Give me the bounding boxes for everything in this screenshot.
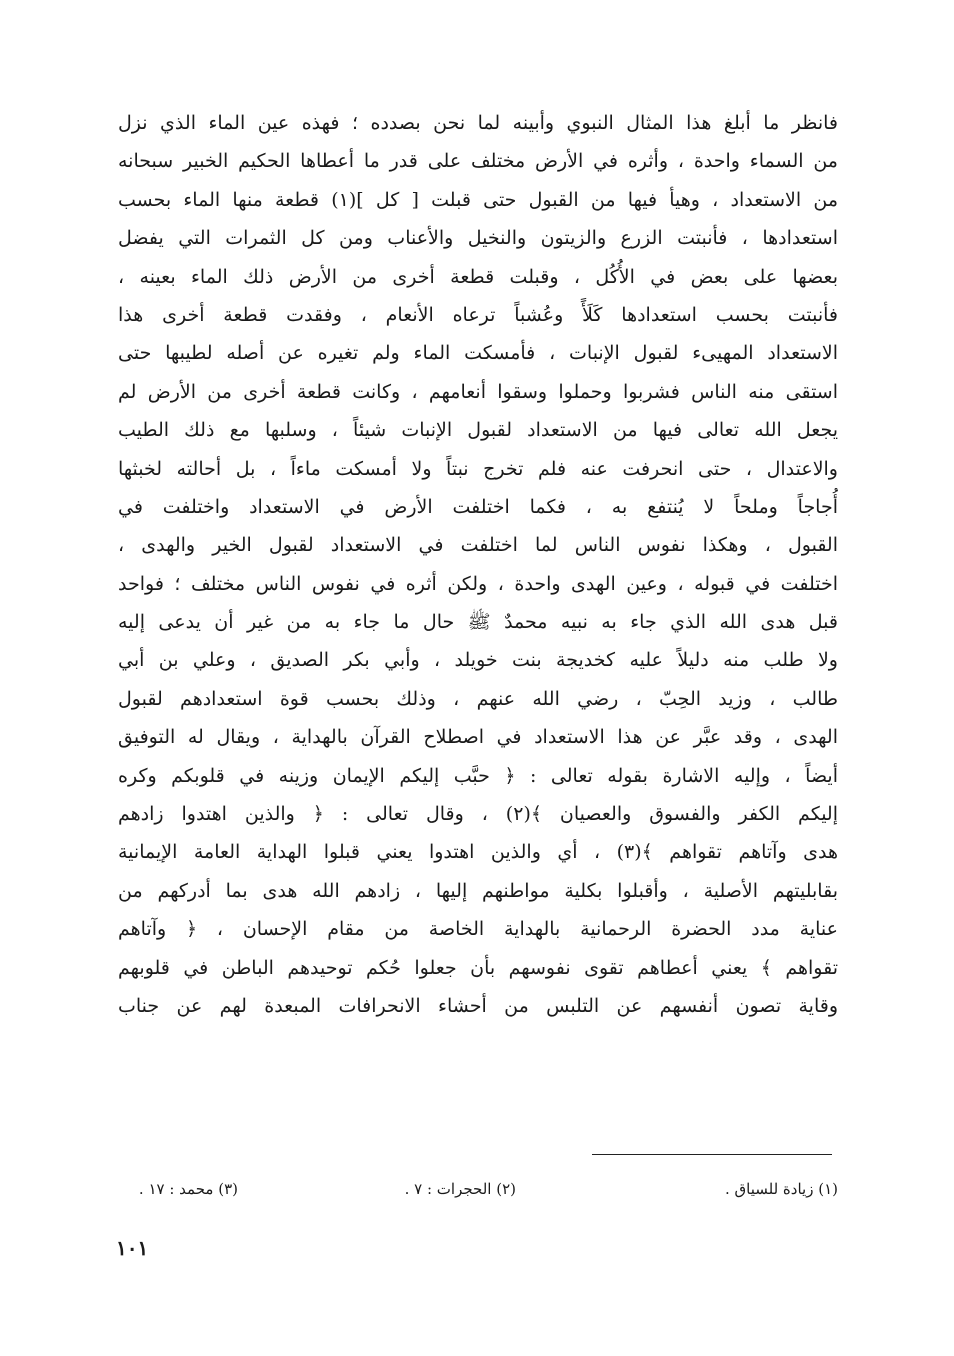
text-line: اختلفت في قبوله ، وعين الهدى واحدة ، ولكن أثره في نفوس الناس مختلف ؛ فواحد: [118, 572, 838, 595]
text-line: بقابليتهم الأصلية ، وأقبلوا بكلية مواطنهم إليها ، زادهم الله هدى بما أدركهم من: [118, 879, 838, 902]
text-line: ولا طلب منه دليلاً عليه كخديجة بنت خويلد ، وأبي بكر الصديق ، وعلي بن أبي: [118, 649, 838, 672]
footnote-1: (١) زيادة للسياق .: [724, 1180, 838, 1198]
footnote-2: (٢) الحجرات : ٧ .: [404, 1180, 516, 1198]
text-line: استقى منه الناس فشربوا وحملوا وسقوا أنعامهم ، وكانت قطعة أخرى من الأرض لم: [118, 380, 838, 403]
text-line: القبول ، وهكذا نفوس الناس لما اختلفت في الاستعداد لقبول الخير والهدى ،: [118, 534, 838, 557]
page-number: ١٠١: [116, 1236, 149, 1260]
text-line: فانظر ما أبلغ هذا المثال النبوي وأبينه لما نحن بصدده ؛ فهذه عين الماء الذي نزل: [118, 112, 838, 134]
text-line: الاستعداد المهيىء لقبول الإنبات ، فأمسكت الماء ولم تغيره عن أصله لطيبها حتى: [118, 342, 838, 365]
text-line: من السماء واحدة ، وأثره في الأرض مختلف على قدر ما أعطاها الحكيم الخبير سبحانه: [118, 150, 838, 173]
text-line: والاعتدال ، حتى انحرفت عنه فلم تخرج نبتاً ولا أمسكت ماءاً ، بل أحالته لخبثها: [118, 457, 838, 480]
text-line: يجعل الله تعالى فيها من الاستعداد لقبول الإنبات شيئاً ، وسلبها مع ذلك الطيب: [118, 419, 838, 442]
text-line: طالب ، وزيد الحِبّ ، رضي الله عنهم ، وذلك بحسب قوة استعدادهم لقبول: [118, 687, 838, 710]
text-line: عناية مدد الحضرة الرحمانية بالهداية الخاصة من مقام الإحسان ، ﴿ وآتاهم: [118, 918, 838, 941]
text-line: وقاية تصون أنفسهم عن التلبس من أحشاء الانحرافات المبعدة لهم عن جناب: [118, 994, 838, 1017]
text-line: هدى وآتاهم تقواهم ﴾(٣) ، أي والذين اهتدوا يعني قبلوا الهداية العامة الإيمانية: [118, 841, 838, 864]
text-line: بعضها على بعض في الأُكُل ، وقبلت قطعة أخرى من الأرض ذلك الماء بعينه ،: [118, 265, 838, 288]
footnotes: [118, 1180, 838, 1206]
text-line: أيضاً ، وإليه الاشارة بقوله تعالى : ﴿ حبَّب إليكم الإيمان وزينه في قلوبكم وكره: [118, 764, 838, 787]
footnote-3: (٣) محمد : ١٧ .: [138, 1180, 238, 1198]
text-line: قبل هدى الله الذي جاء به نبيه محمدٌ ﷺ حال ما جاء به من غير أن يدعى إليه: [118, 611, 838, 634]
body-text: [118, 104, 838, 1025]
footnote-divider: [592, 1154, 832, 1155]
text-line: تقواهم ﴾ يعني أعطاهم تقوى نفوسهم بأن جعلوا حُكم توحيدهم الباطن في قلوبهم: [118, 956, 838, 979]
text-line: إليكم الكفر والفسوق والعصيان ﴾(٢) ، وقال تعالى : ﴿ والذين اهتدوا زادهم: [118, 803, 838, 826]
text-line: من الاستعداد ، وهيأ فيها من القبول حتى قبلت [ كل ](١) قطعة منها الماء بحسب: [118, 188, 838, 211]
text-line: أُجاجاً وملحاً لا يُنتفع به ، فكما اختلفت الأرض في الاستعداد واختلفت في: [118, 495, 838, 518]
text-line: استعدادها ، فأنبتت الزرع والزيتون والنخيل والأعناب ومن كل الثمرات التي يفضل: [118, 227, 838, 250]
text-line: الهدى ، وقد عبَّر عن هذا الاستعداد في اصطلاح القرآن بالهداية ، ويقال له التوفيق: [118, 726, 838, 749]
text-line: فأنبتت بحسب استعدادها كَلَأً وعُشباً ترعاه الأنعام ، وفقدت قطعة أخرى هذا: [118, 303, 838, 326]
